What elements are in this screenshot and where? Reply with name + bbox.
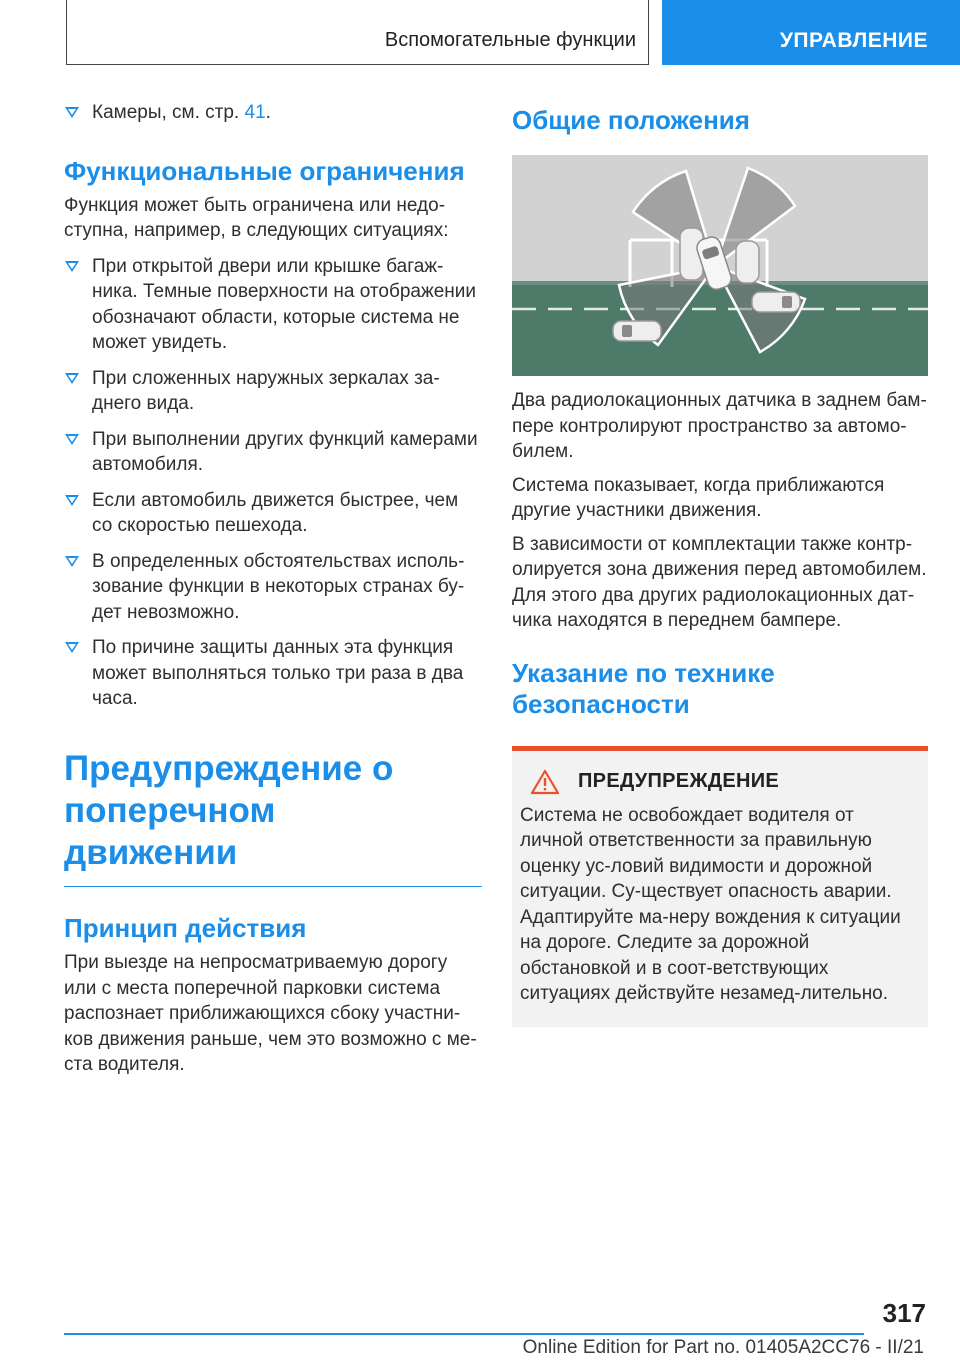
list-item: По причине защиты данных эта функция может выполняться только три раза в два часа. xyxy=(64,635,482,712)
list-item: При сложенных наружных зеркалах за-днего вида. xyxy=(64,366,482,417)
bullet-triangle-icon xyxy=(65,373,79,384)
paragraph-front-zone: В зависимости от комплектации также контр-олируется зона движения перед автомобилем. Для этого два других радиолокационных дат-чика находятся в переднем бампере. xyxy=(512,533,927,631)
camera-reference-item xyxy=(64,100,482,126)
header-chapter-title: УПРАВЛЕНИЕ xyxy=(779,29,928,52)
principle-heading: Принцип действия xyxy=(64,913,307,943)
paragraph-indication: Система показывает, когда приближаются другие участники движения. xyxy=(512,474,885,521)
bullet-triangle-icon xyxy=(65,261,79,272)
warning-text: Система не освобождает водителя от личной ответственности за правильную оценку ус-ловий видимости и дорожной ситуации. Су-ществует опасность аварии. Адаптируйте ма-неру вождения к ситуации на дороге. Следите за дорожной обстановкой и в соот-ветствующих ситуациях действуйте незамед-лительно. xyxy=(520,804,901,1004)
bullet-triangle-icon xyxy=(65,495,79,506)
warning-title: ПРЕДУПРЕЖДЕНИЕ xyxy=(578,770,780,792)
header-section-box xyxy=(66,0,649,65)
page-number: 317 xyxy=(882,1298,926,1328)
radar-zones-diagram xyxy=(512,155,928,376)
list-item: Если автомобиль движется быстрее, чем со скоростью пешехода. xyxy=(64,488,482,539)
bullet-triangle-icon xyxy=(65,556,79,567)
paragraph-sensors: Два радиолокационных датчика в заднем бам-пере контролируют пространство за автомо-билем. xyxy=(512,390,927,462)
left-column xyxy=(64,100,482,1078)
general-heading: Общие положения xyxy=(512,105,750,135)
principle-text: При выезде на непросматриваемую дорогу или с места поперечной парковки система распознает приближающихся сбоку участни-ков движения раньше, чем это возможно с ме-ста водителя. xyxy=(64,952,477,1075)
list-item: В определенных обстоятельствах исполь-зование функции в некоторых странах бу-дет невозможно. xyxy=(64,549,482,626)
camera-reference-text: Камеры, см. стр. xyxy=(92,102,245,123)
footer-edition: Online Edition for Part no. 01405A2CC76 - II/21 xyxy=(522,1337,924,1358)
list-item: При выполнении других функций камерами автомобиля. xyxy=(64,427,482,478)
page-link-41[interactable]: 41 xyxy=(244,102,266,123)
bullet-triangle-icon xyxy=(65,434,79,445)
bullet-triangle-icon xyxy=(65,107,79,118)
camera-reference-tail: . xyxy=(265,102,271,123)
limits-heading: Функциональные ограничения xyxy=(64,155,465,186)
list-item: При открытой двери или крышке багаж-ника. Темные поверхности на отображении обозначают области, которые система не может увидеть. xyxy=(64,254,482,356)
limits-list xyxy=(64,254,482,712)
cross-traffic-illustration xyxy=(512,155,928,376)
footer-divider xyxy=(64,1333,864,1335)
header-section-title: Вспомогательные функции xyxy=(384,29,636,51)
safety-heading: Указание по технике безопасности xyxy=(512,657,775,719)
section-heading: Предупреждение о поперечном движении xyxy=(64,748,394,872)
header-chapter-tab xyxy=(662,0,960,65)
section-divider xyxy=(64,886,482,888)
warning-box xyxy=(512,746,928,1027)
warning-header xyxy=(520,769,918,795)
warning-triangle-icon xyxy=(530,769,560,795)
bullet-triangle-icon xyxy=(65,642,79,653)
right-column xyxy=(512,100,928,1027)
limits-intro: Функция может быть ограничена или недо-ступна, например, в следующих ситуациях: xyxy=(64,194,449,241)
